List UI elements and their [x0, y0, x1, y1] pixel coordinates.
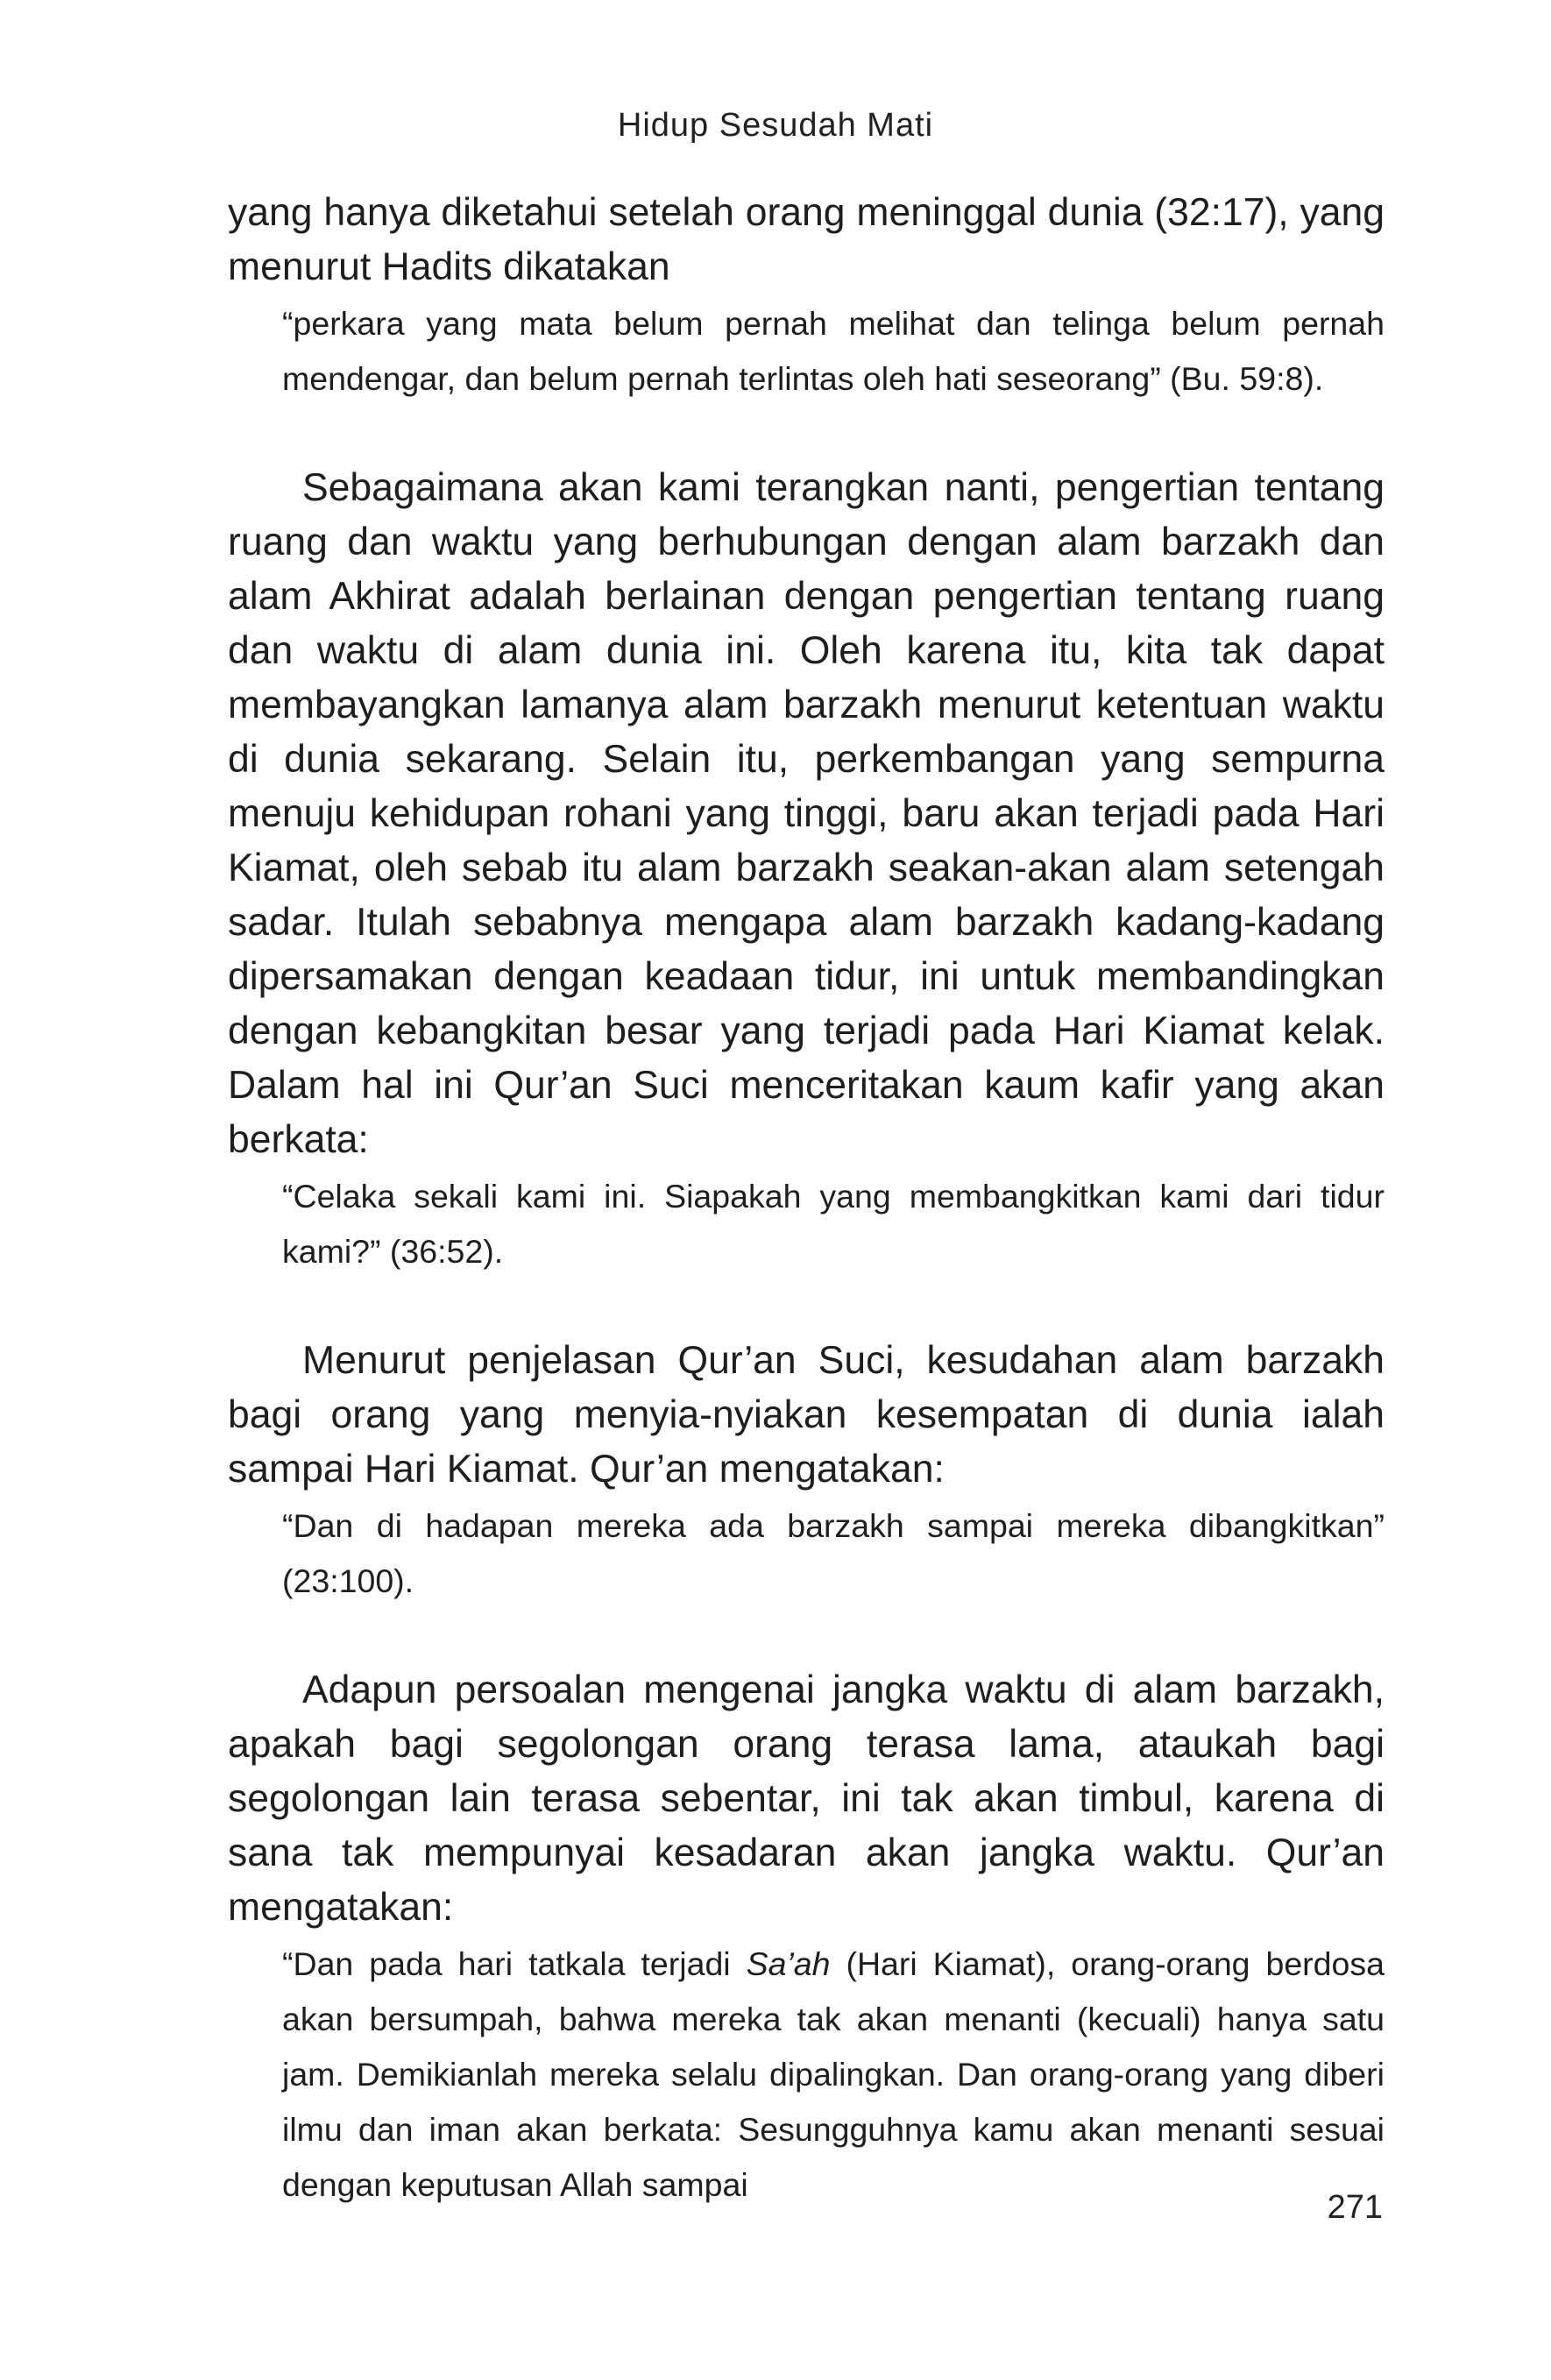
- quote-text-end: (Hari Kiamat), orang-orang berdosa akan bersumpah, bahwa mereka tak akan menanti (kecuali) hanya satu jam. Demikianlah mereka selalu dipalingkan. Dan orang-orang yang diberi ilmu dan iman akan berkata: Sesungguhnya kamu akan menanti sesuai dengan keputusan Allah sampai: [282, 1945, 1385, 2203]
- paragraph-3: Menurut penjelasan Qur’an Suci, kesudahan alam barzakh bagi orang yang menyia-nyiakan kesempatan di dunia ialah sampai Hari Kiamat. Qur’an mengatakan:: [228, 1339, 1385, 1491]
- paragraph-spacer: [228, 407, 1385, 461]
- paragraph-1: yang hanya diketahui setelah orang meninggal dunia (32:17), yang menurut Hadits dikatakan: [228, 191, 1385, 288]
- quran-quote-final: [282, 1937, 1385, 2213]
- running-header: Hidup Sesudah Mati: [617, 107, 934, 144]
- quran-quote-23-100: “Dan di hadapan mereka ada barzakh sampai mereka dibangkitkan” (23:100).: [282, 1507, 1385, 1599]
- paragraph-4: Adapun persoalan mengenai jangka waktu di alam barzakh, apakah bagi segolongan orang terasa lama, ataukah bagi segolongan lain terasa sebentar, ini tak akan timbul, karena di sana tak mempunyai kesadaran akan jangka waktu. Qur’an mengatakan:: [228, 1668, 1385, 1929]
- page-number: 271: [1327, 2189, 1383, 2226]
- page-body: [228, 186, 1385, 2213]
- paragraph-spacer: [228, 1609, 1385, 1663]
- paragraph-2: Sebagaimana akan kami terangkan nanti, pengertian tentang ruang dan waktu yang berhubungan dengan alam barzakh dan alam Akhirat adalah berlainan dengan pengertian tentang ruang dan waktu di alam dunia ini. Oleh karena itu, kita tak dapat membayangkan lamanya alam barzakh menurut ketentuan waktu di dunia sekarang. Selain itu, perkembangan yang sempurna menuju kehidupan rohani yang tinggi, baru akan terjadi pada Hari Kiamat, oleh sebab itu alam barzakh seakan-akan alam setengah sadar. Itulah sebabnya mengapa alam barzakh kadang-kadang dipersamakan dengan keadaan tidur, ini untuk membandingkan dengan kebangkitan besar yang terjadi pada Hari Kiamat kelak. Dalam hal ini Qur’an Suci menceritakan kaum kafir yang akan berkata:: [228, 466, 1385, 1161]
- quote-italic-term: Sa’ah: [746, 1945, 831, 1982]
- quote-text-start: “Dan pada hari tatkala terjadi: [282, 1945, 747, 1982]
- hadith-quote: “perkara yang mata belum pernah melihat dan telinga belum pernah mendengar, dan belum pernah terlintas oleh hati seseorang” (Bu. 59:8).: [282, 305, 1385, 397]
- paragraph-spacer: [228, 1279, 1385, 1334]
- quran-quote-36-52: “Celaka sekali kami ini. Siapakah yang membangkitkan kami dari tidur kami?” (36:52).: [282, 1178, 1385, 1270]
